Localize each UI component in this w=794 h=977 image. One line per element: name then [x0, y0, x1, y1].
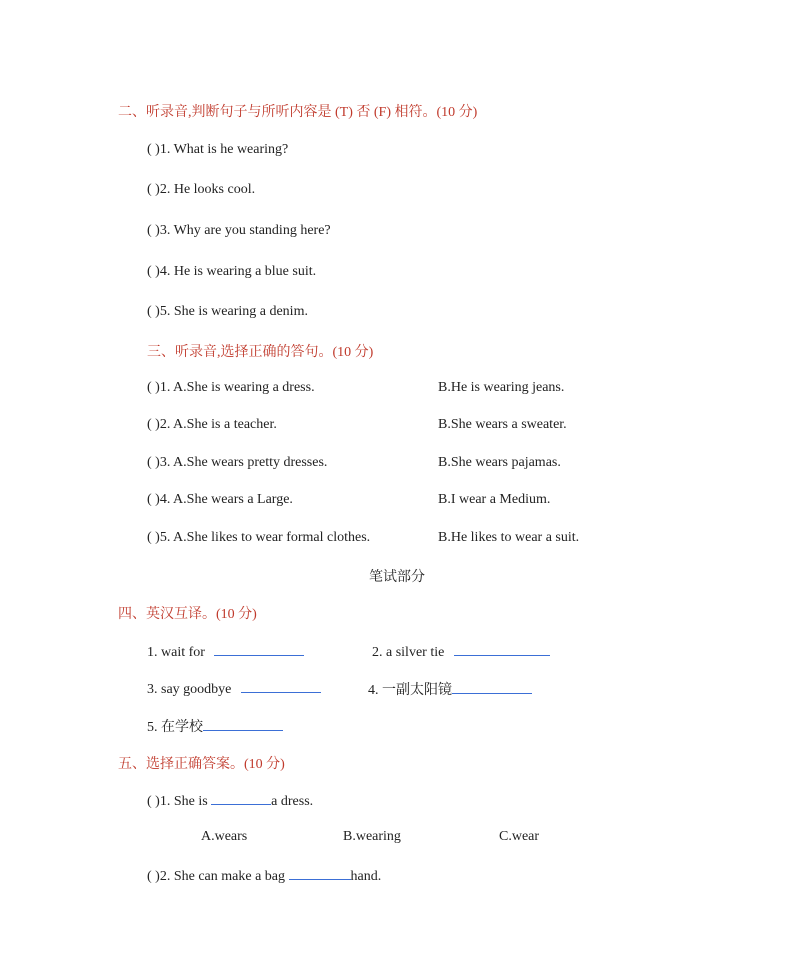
s2-item-5-text: 5. She is wearing a denim.: [159, 304, 308, 319]
s3-item-4: [147, 492, 293, 508]
answer-paren[interactable]: ( ): [147, 530, 160, 545]
answer-paren[interactable]: ( ): [147, 380, 160, 395]
s3-item-1: [147, 380, 315, 396]
s5-q1: [147, 791, 313, 810]
answer-blank[interactable]: [214, 642, 304, 656]
s3-item-2-option-b: B.She wears a sweater.: [438, 417, 567, 432]
s2-item-2-text: 2. He looks cool.: [159, 182, 256, 197]
s3-item-5-option-a: 5. A.She likes to wear formal clothes.: [159, 530, 371, 545]
s5-q1-post: a dress.: [271, 794, 314, 809]
answer-blank[interactable]: [211, 791, 271, 805]
s5-option-c: C.wear: [499, 829, 540, 844]
s3-item-4-option-b: B.I wear a Medium.: [438, 492, 551, 507]
s2-item-3-text: 3. Why are you standing here?: [159, 223, 331, 238]
s2-item-2: [147, 182, 255, 198]
s3-item-2: [147, 417, 277, 433]
s3-item-3-option-a: 3. A.She wears pretty dresses.: [159, 455, 328, 470]
answer-paren[interactable]: ( ): [147, 182, 160, 197]
s4-q3: [147, 679, 321, 698]
s3-item-3: [147, 455, 327, 471]
s4-q5-text: 5. 在学校: [147, 720, 203, 735]
answer-paren[interactable]: ( ): [147, 264, 160, 279]
answer-paren[interactable]: ( ): [147, 492, 160, 507]
answer-paren[interactable]: ( ): [147, 304, 160, 319]
s2-item-1-text: 1. What is he wearing?: [159, 142, 289, 157]
s4-q3-text: 3. say goodbye: [147, 682, 232, 697]
s4-q1-text: 1. wait for: [147, 645, 205, 660]
s4-q2: [372, 642, 550, 661]
s2-item-4: [147, 264, 316, 280]
s3-item-4-option-a: 4. A.She wears a Large.: [159, 492, 293, 507]
s3-item-5-option-b: B.He likes to wear a suit.: [438, 530, 580, 545]
answer-paren[interactable]: ( ): [147, 417, 160, 432]
section-2-heading: 二、听录音,判断句子与所听内容是 (T) 否 (F) 相符。(10 分): [118, 105, 478, 120]
s3-item-3-option-b: B.She wears pajamas.: [438, 455, 561, 470]
s4-q4: [368, 679, 532, 699]
s2-item-5: [147, 304, 308, 320]
s3-item-5: [147, 530, 370, 546]
section-5-heading: 五、选择正确答案。(10 分): [118, 757, 285, 772]
answer-blank[interactable]: [289, 866, 351, 880]
answer-blank[interactable]: [452, 680, 532, 694]
s3-item-1-option-b: B.He is wearing jeans.: [438, 380, 565, 395]
answer-blank[interactable]: [241, 679, 321, 693]
answer-paren[interactable]: ( ): [147, 455, 160, 470]
s5-q1-pre: 1. She is: [159, 794, 208, 809]
s5-q2-post: hand.: [350, 869, 382, 884]
section-4-heading: 四、英汉互译。(10 分): [118, 607, 257, 622]
s5-option-b: B.wearing: [343, 829, 401, 844]
answer-paren[interactable]: ( ): [147, 869, 160, 884]
s2-item-3: [147, 223, 331, 239]
answer-blank[interactable]: [203, 717, 283, 731]
s3-item-1-option-a: 1. A.She is wearing a dress.: [159, 380, 315, 395]
answer-paren[interactable]: ( ): [147, 794, 160, 809]
answer-paren[interactable]: ( ): [147, 223, 160, 238]
s5-option-a: A.wears: [201, 829, 248, 844]
s4-q4-text: 4. 一副太阳镜: [368, 683, 452, 698]
s2-item-1: [147, 142, 288, 158]
answer-blank[interactable]: [454, 642, 550, 656]
s2-item-4-text: 4. He is wearing a blue suit.: [159, 264, 317, 279]
s4-q2-text: 2. a silver tie: [372, 645, 445, 660]
section-3-heading: 三、听录音,选择正确的答句。(10 分): [147, 345, 374, 360]
answer-paren[interactable]: ( ): [147, 142, 160, 157]
s5-q2: [147, 866, 381, 885]
s5-q2-pre: 2. She can make a bag: [159, 869, 286, 884]
s4-q1: [147, 642, 304, 661]
s3-item-2-option-a: 2. A.She is a teacher.: [159, 417, 277, 432]
written-part-title: 笔试部分: [369, 570, 425, 585]
s4-q5: [147, 716, 283, 736]
